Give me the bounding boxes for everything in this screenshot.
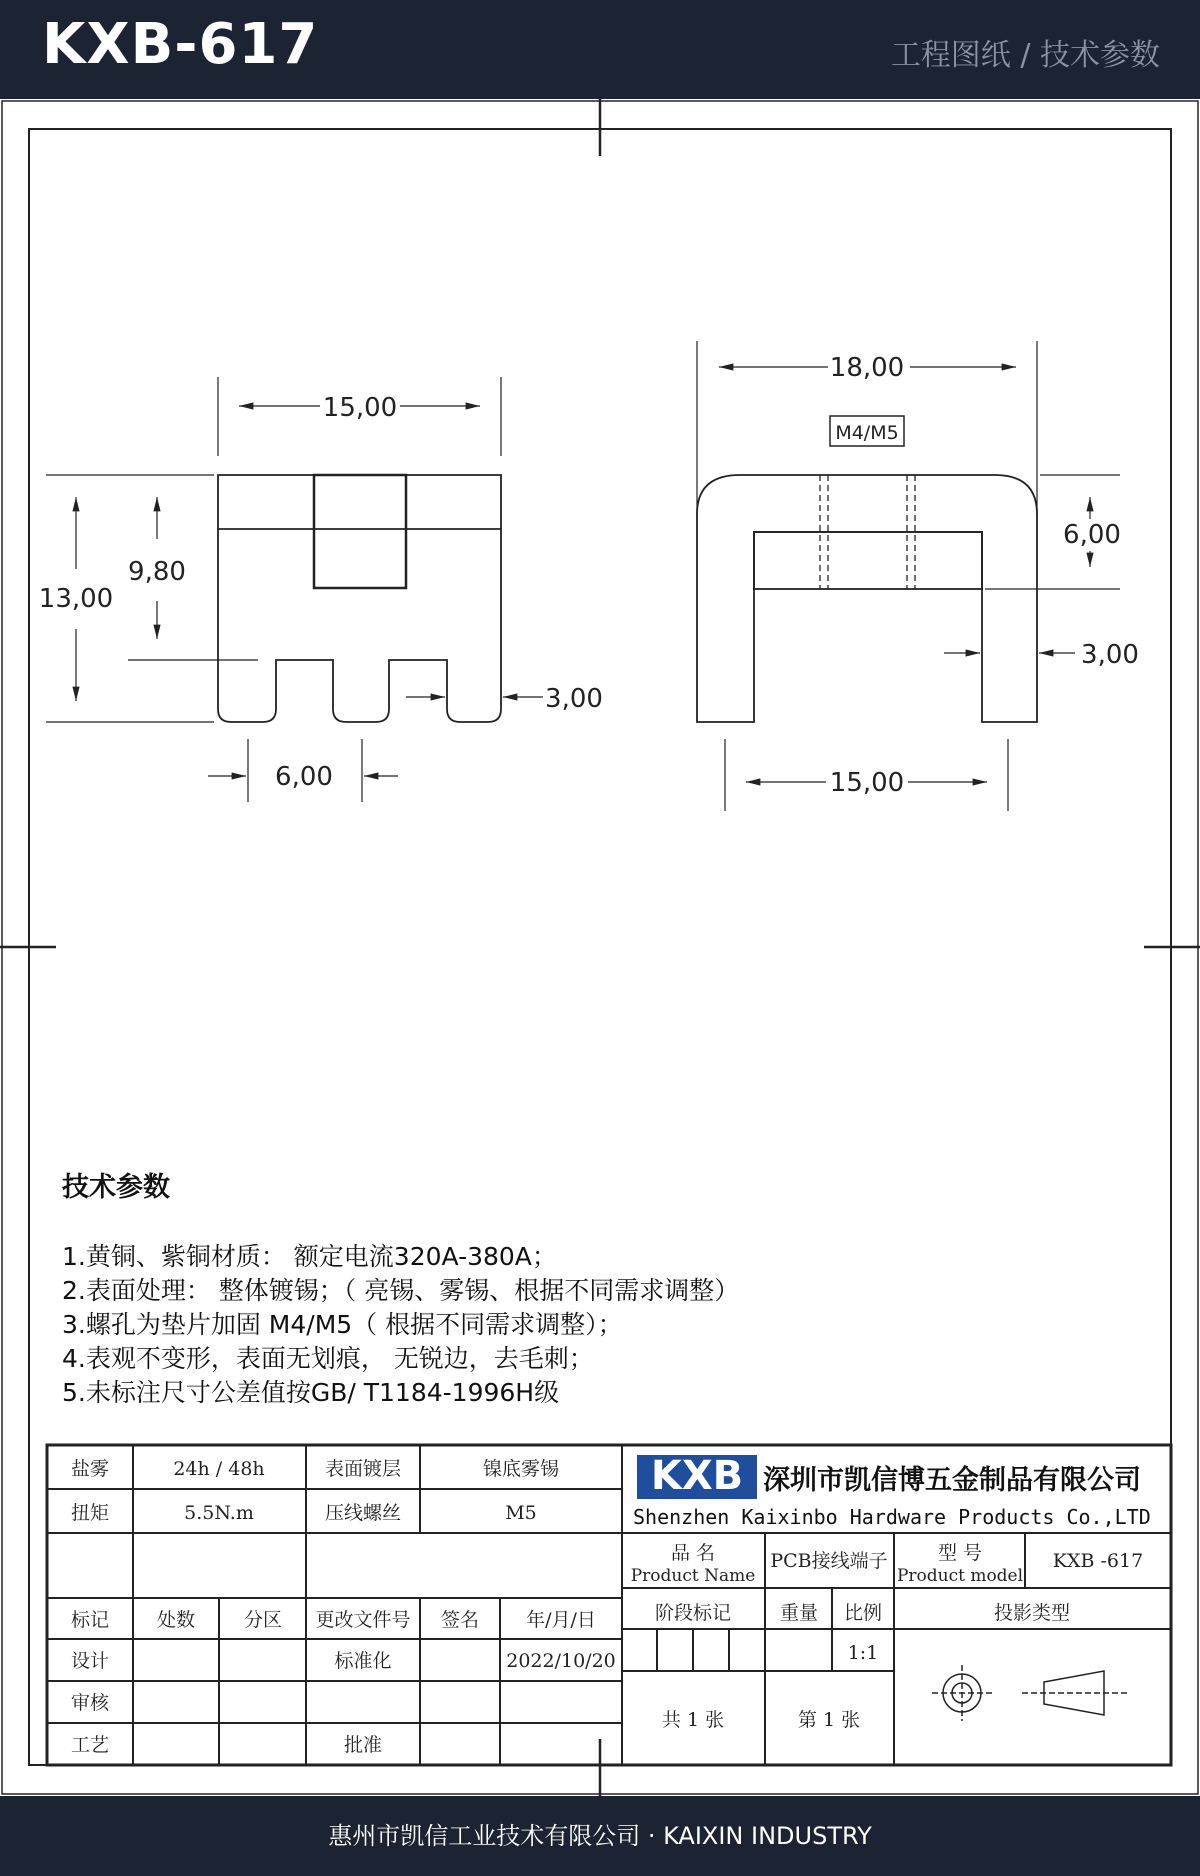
logo-text: KXB: [650, 1453, 744, 1499]
dim-right-bottom: 15,00: [829, 768, 905, 798]
drawing-sheet: [0, 99, 1200, 1796]
approve-label: 批准: [343, 1734, 383, 1756]
design-date: 2022/10/20: [506, 1650, 616, 1672]
standard-label: 标准化: [334, 1650, 392, 1672]
dim-right-width: 18,00: [829, 353, 905, 383]
salt-label: 盐雾: [70, 1458, 110, 1480]
review-label: 审核: [70, 1692, 110, 1714]
product-model-en: Product model: [896, 1566, 1024, 1586]
sheet-number: 第 1 张: [797, 1709, 861, 1731]
col-mark: 标记: [70, 1609, 110, 1631]
params-title: 技术参数: [62, 1172, 170, 1203]
param-line: 1.黄铜、紫铜材质： 额定电流320A-380A；: [62, 1242, 557, 1271]
col-sign: 签名: [440, 1609, 480, 1631]
col-weight: 重量: [779, 1602, 819, 1624]
screw-value: M5: [505, 1502, 537, 1524]
tech-params: [62, 1165, 1142, 1410]
dim-left-height: 13,00: [38, 584, 114, 614]
col-stage: 阶段标记: [654, 1602, 732, 1624]
param-line: 2.表面处理： 整体镀锡；（ 亮锡、雾锡、根据不同需求调整）: [62, 1276, 740, 1305]
company-name-cn: 深圳市凯信博五金制品有限公司: [763, 1465, 1141, 1496]
process-label: 工艺: [70, 1734, 110, 1756]
thread-label: M4/M5: [835, 422, 899, 444]
scale-value: 1:1: [847, 1642, 879, 1664]
sheet-outer-border: [2, 101, 1198, 1794]
product-model-cn: 型 号: [937, 1542, 983, 1564]
dim-left-width: 15,00: [322, 393, 398, 423]
dim-left-inner-height: 9,80: [128, 557, 186, 587]
front-view: [46, 377, 543, 802]
product-model-value: KXB -617: [1052, 1550, 1144, 1572]
dim-left-tooth: 3,00: [545, 684, 603, 714]
param-line: 5.未标注尺寸公差值按GB/ T1184-1996H级: [62, 1378, 560, 1407]
col-projection: 投影类型: [993, 1602, 1071, 1624]
dim-left-slot: 6,00: [275, 762, 333, 792]
company-name-en: Shenzhen Kaixinbo Hardware Products Co.,LTD: [633, 1505, 1151, 1529]
col-count: 处数: [156, 1609, 196, 1631]
side-view: [697, 341, 1120, 811]
product-name-cn: 品 名: [670, 1542, 716, 1564]
product-name-en: Product Name: [630, 1566, 756, 1586]
screw-label: 压线螺丝: [324, 1502, 402, 1524]
torque-value: 5.5N.m: [184, 1502, 254, 1524]
design-label: 设计: [70, 1650, 110, 1672]
header-bar: [0, 0, 1200, 99]
model-title: KXB-617: [42, 12, 319, 77]
dim-right-inner-height: 6,00: [1063, 520, 1121, 550]
footer-text: 惠州市凯信工业技术有限公司 · KAIXIN INDUSTRY: [328, 1822, 872, 1850]
sheets-total: 共 1 张: [661, 1709, 725, 1731]
col-scale: 比例: [843, 1602, 883, 1624]
col-date: 年/月/日: [526, 1609, 596, 1631]
salt-value: 24h / 48h: [173, 1458, 265, 1480]
col-zone: 分区: [243, 1609, 283, 1631]
param-line: 3.螺孔为垫片加固 M4/M5（ 根据不同需求调整）；: [62, 1310, 623, 1339]
product-name-value: PCB接线端子: [770, 1550, 888, 1572]
torque-label: 扭矩: [70, 1502, 110, 1524]
col-doc: 更改文件号: [315, 1609, 411, 1631]
dim-right-wall: 3,00: [1081, 640, 1139, 670]
header-subtitle: 工程图纸 / 技术参数: [890, 38, 1160, 73]
plating-label: 表面镀层: [324, 1458, 402, 1480]
footer-bar: [0, 1796, 1200, 1876]
plating-value: 镍底雾锡: [482, 1458, 560, 1480]
param-line: 4.表观不变形，表面无划痕， 无锐边，去毛刺；: [62, 1344, 594, 1373]
projection-symbol: [932, 1665, 1130, 1721]
